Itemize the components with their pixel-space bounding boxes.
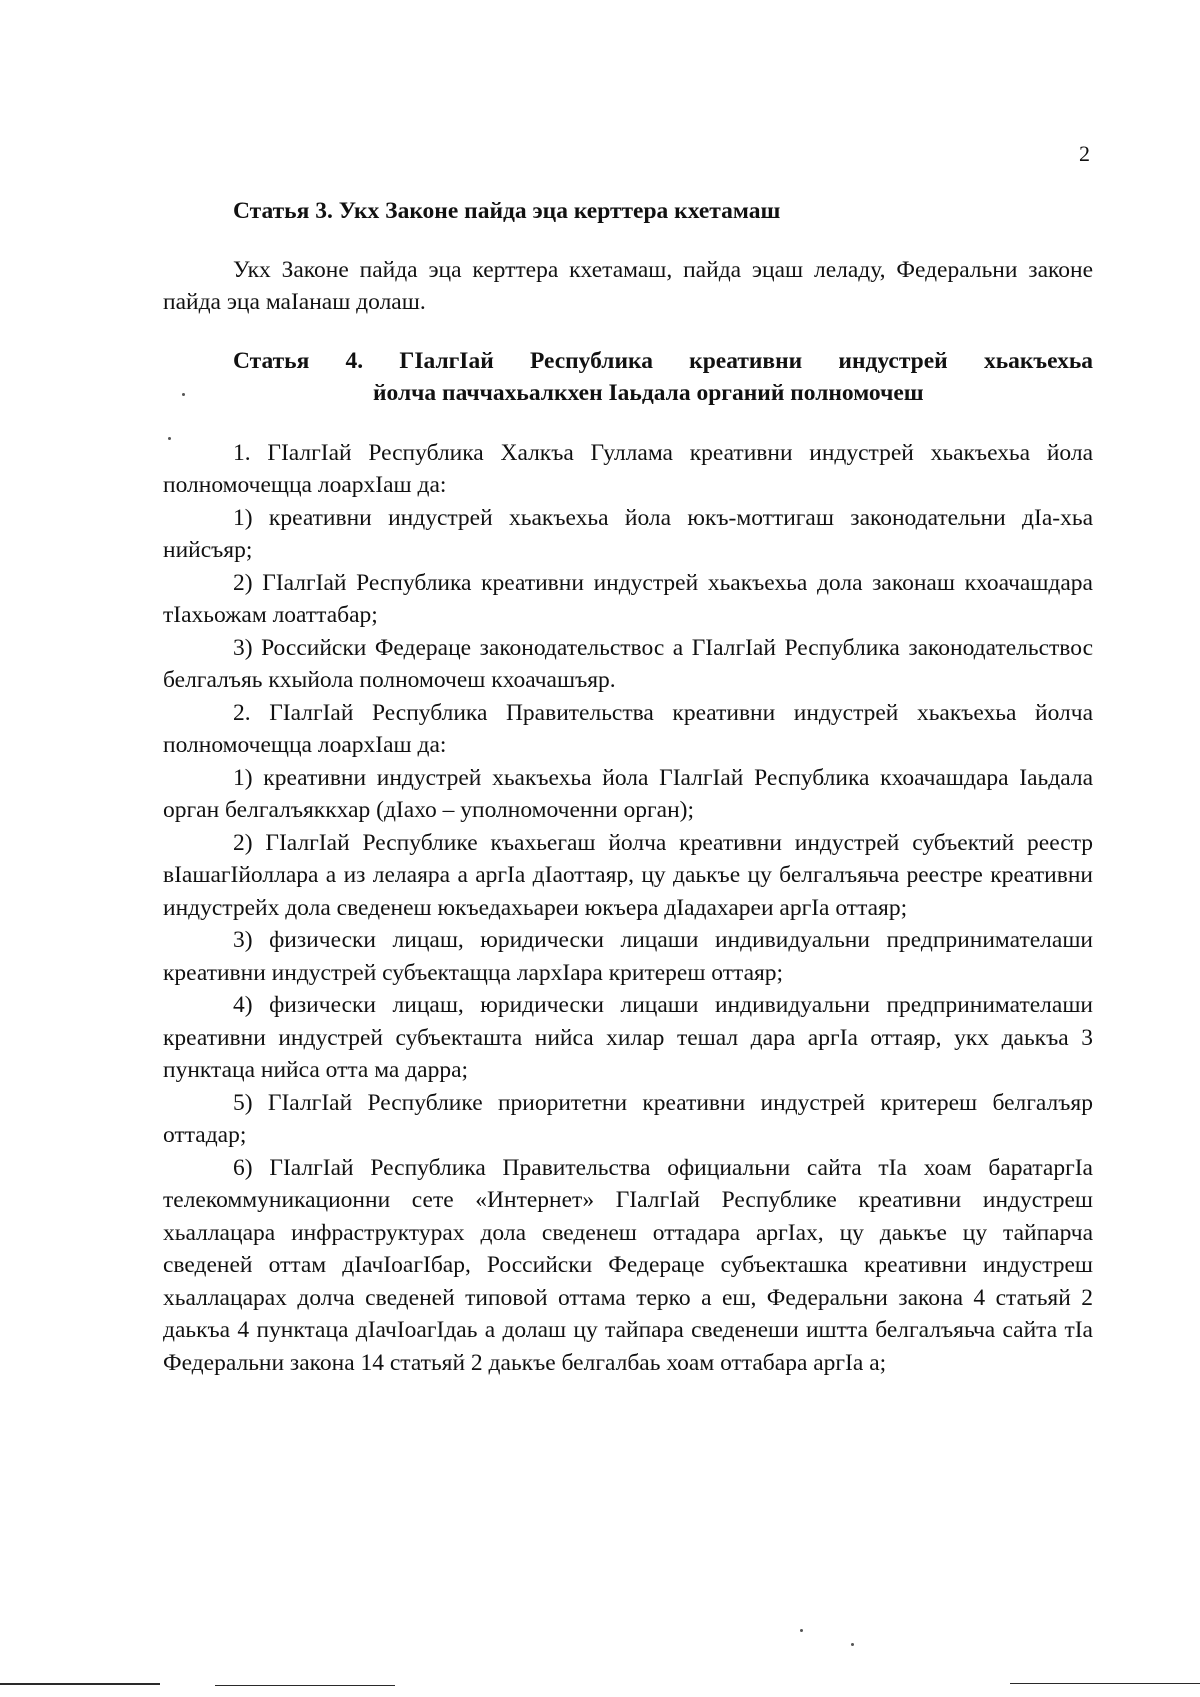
article-3-text: Укх Законе пайда эца керттера кхетамаш, пайда эцаш леладу, Федеральни законе пайда эца маӀанаш долаш. [163, 256, 1093, 315]
article-4-title-line2: йолча паччахьалкхен Ӏаьдала органий полномочеш [373, 380, 924, 406]
scan-artifact-line [215, 1685, 395, 1686]
article-4-title-line1: Статья 4. ГӀалгӀай Республика креативни индустрей хьакъехьа [233, 347, 1093, 374]
article-4-paragraph: 2. ГӀалгӀай Республика Правительства креативни индустрей хьакъехьа йолча полномочещца лоархӀаш да: [163, 699, 1093, 758]
article-4-paragraph: 1) креативни индустрей хьакъехьа йола юкъ-моттигаш законодательни дӀа-хьа нийсъяр; [163, 504, 1093, 563]
scan-artifact-line [0, 1683, 160, 1685]
page-number: 2 [1079, 141, 1090, 166]
scan-artifact-line [1010, 1683, 1200, 1684]
scan-artifact-dot [168, 437, 171, 440]
article-4-paragraph: 4) физически лицаш, юридически лицаши индивидуальни предпринимателаши креативни индустрей субъекташта нийса хилар тешал дара аргӀа оттаяр, укх даькъа 3 пунктаца нийса отта ма дарра; [163, 992, 1093, 1083]
scan-artifact-dot [800, 1629, 803, 1632]
article-4-paragraph: 6) ГӀалгӀай Республика Правительства официальни сайта тӀа хоам баратаргӀа телекоммуникационни сете «Интернет» ГӀалгӀай Республике креативни индустреш хьаллацара инфраструктурах дола сведенеш оттадара аргӀах, цу даькъе цу тайпарча сведеней оттам дӀачӀоагӀбар, Российски Федераце субъекташка креативни индустреш хьаллацарах долча сведеней типовой оттама терко а еш, Федеральни закона 4 статьяй 2 даькъа 4 пунктаца дӀачӀоагӀдаь а долаш цу тайпара сведенеши иштта белгалъяьча сайта тӀа Федеральни закона 14 статьяй 2 даькъе белгалбаь хоам оттабара аргӀа а; [163, 1154, 1093, 1376]
article-4-paragraph: 5) ГӀалгӀай Республике приоритетни креативни индустрей критереш белгалъяр оттадар; [163, 1089, 1093, 1148]
scan-artifact-dot [851, 1643, 854, 1646]
article-4-paragraph: 3) Российски Федераце законодательствос а ГӀалгӀай Республика законодательствос белгалъяь кхыйола полномочеш кхоачашъяр. [163, 634, 1093, 693]
article-4-paragraph: 2) ГӀалгӀай Республика креативни индустрей хьакъехьа дола законаш кхоачашдара тӀахьожам лоаттабар; [163, 569, 1093, 628]
article-4-paragraph: 2) ГӀалгӀай Республике къахьегаш йолча креативни индустрей субъектий реестр вӀашагӀйоллара а из лелаяра а аргӀа дӀаоттаяр, цу даькъе цу белгалъяьча реестре креативни индустрейх дола сведенеш юкъедахьареи юкъера дӀадахареи аргӀа оттаяр; [163, 829, 1093, 921]
article-4-paragraph: 1) креативни индустрей хьакъехьа йола ГӀалгӀай Республика кхоачашдара Ӏаьдала орган белгалъяккхар (дӀахо – уполномоченни орган); [163, 764, 1093, 823]
scan-artifact-dot [182, 393, 185, 396]
article-4-paragraph: 3) физически лицаш, юридически лицаши индивидуальни предпринимателаши креативни индустрей субъектащца лархӀара критереш оттаяр; [163, 927, 1093, 986]
article-4-title [163, 345, 1093, 410]
document-body [163, 195, 1093, 1379]
article-4-paragraph: 1. ГӀалгӀай Республика Халкъа Гуллама креативни индустрей хьакъехьа йола полномочещца лоархӀаш да: [163, 439, 1093, 498]
article-3-title: Статья 3. Укх Законе пайда эца керттера кхетамаш [233, 198, 781, 224]
